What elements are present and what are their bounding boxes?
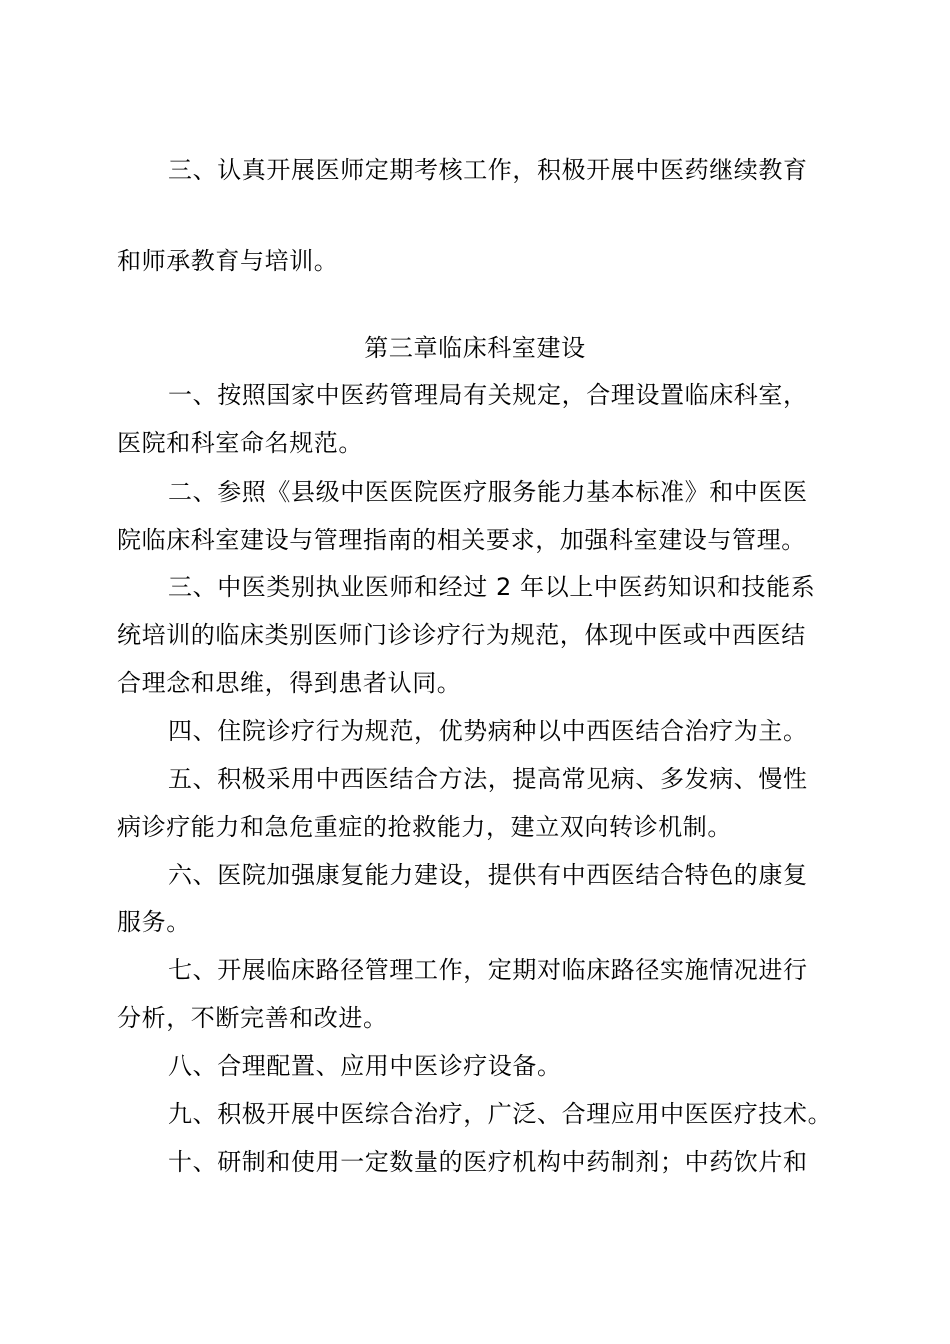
paragraph-line: 三、中医类别执业医师和经过 2 年以上中医药知识和技能系 [168,573,816,601]
paragraph-line: 十、研制和使用一定数量的医疗机构中药制剂；中药饮片和 [168,1148,808,1176]
chapter-title: 第三章临床科室建设 [364,334,586,362]
paragraph-line: 统培训的临床类别医师门诊诊疗行为规范，体现中医或中西医结 [117,621,806,649]
paragraph-line: 服务。 [117,908,191,936]
paragraph-line: 四、住院诊疗行为规范，优势病种以中西医结合治疗为主。 [168,717,808,745]
paragraph-line: 分析，不断完善和改进。 [117,1004,388,1032]
paragraph-line: 五、积极采用中西医结合方法，提高常见病、多发病、慢性 [168,765,808,793]
paragraph-line: 八、合理配置、应用中医诊疗设备。 [168,1052,562,1080]
paragraph-line: 三、认真开展医师定期考核工作，积极开展中医药继续教育 [168,156,808,184]
paragraph-line: 病诊疗能力和急危重症的抢救能力，建立双向转诊机制。 [117,813,732,841]
paragraph-line: 院临床科室建设与管理指南的相关要求，加强科室建设与管理。 [117,526,806,554]
paragraph-line: 合理念和思维，得到患者认同。 [117,669,462,697]
paragraph-line: 二、参照《县级中医医院医疗服务能力基本标准》和中医医 [168,478,808,506]
paragraph-line: 九、积极开展中医综合治疗，广泛、合理应用中医医疗技术。 [168,1100,833,1128]
paragraph-line: 一、按照国家中医药管理局有关规定，合理设置临床科室， [168,381,808,409]
paragraph-line: 七、开展临床路径管理工作，定期对临床路径实施情况进行 [168,956,808,984]
paragraph-line: 六、医院加强康复能力建设，提供有中西医结合特色的康复 [168,861,808,889]
paragraph-line: 和师承教育与培训。 [117,247,339,275]
paragraph-line: 医院和科室命名规范。 [117,429,363,457]
